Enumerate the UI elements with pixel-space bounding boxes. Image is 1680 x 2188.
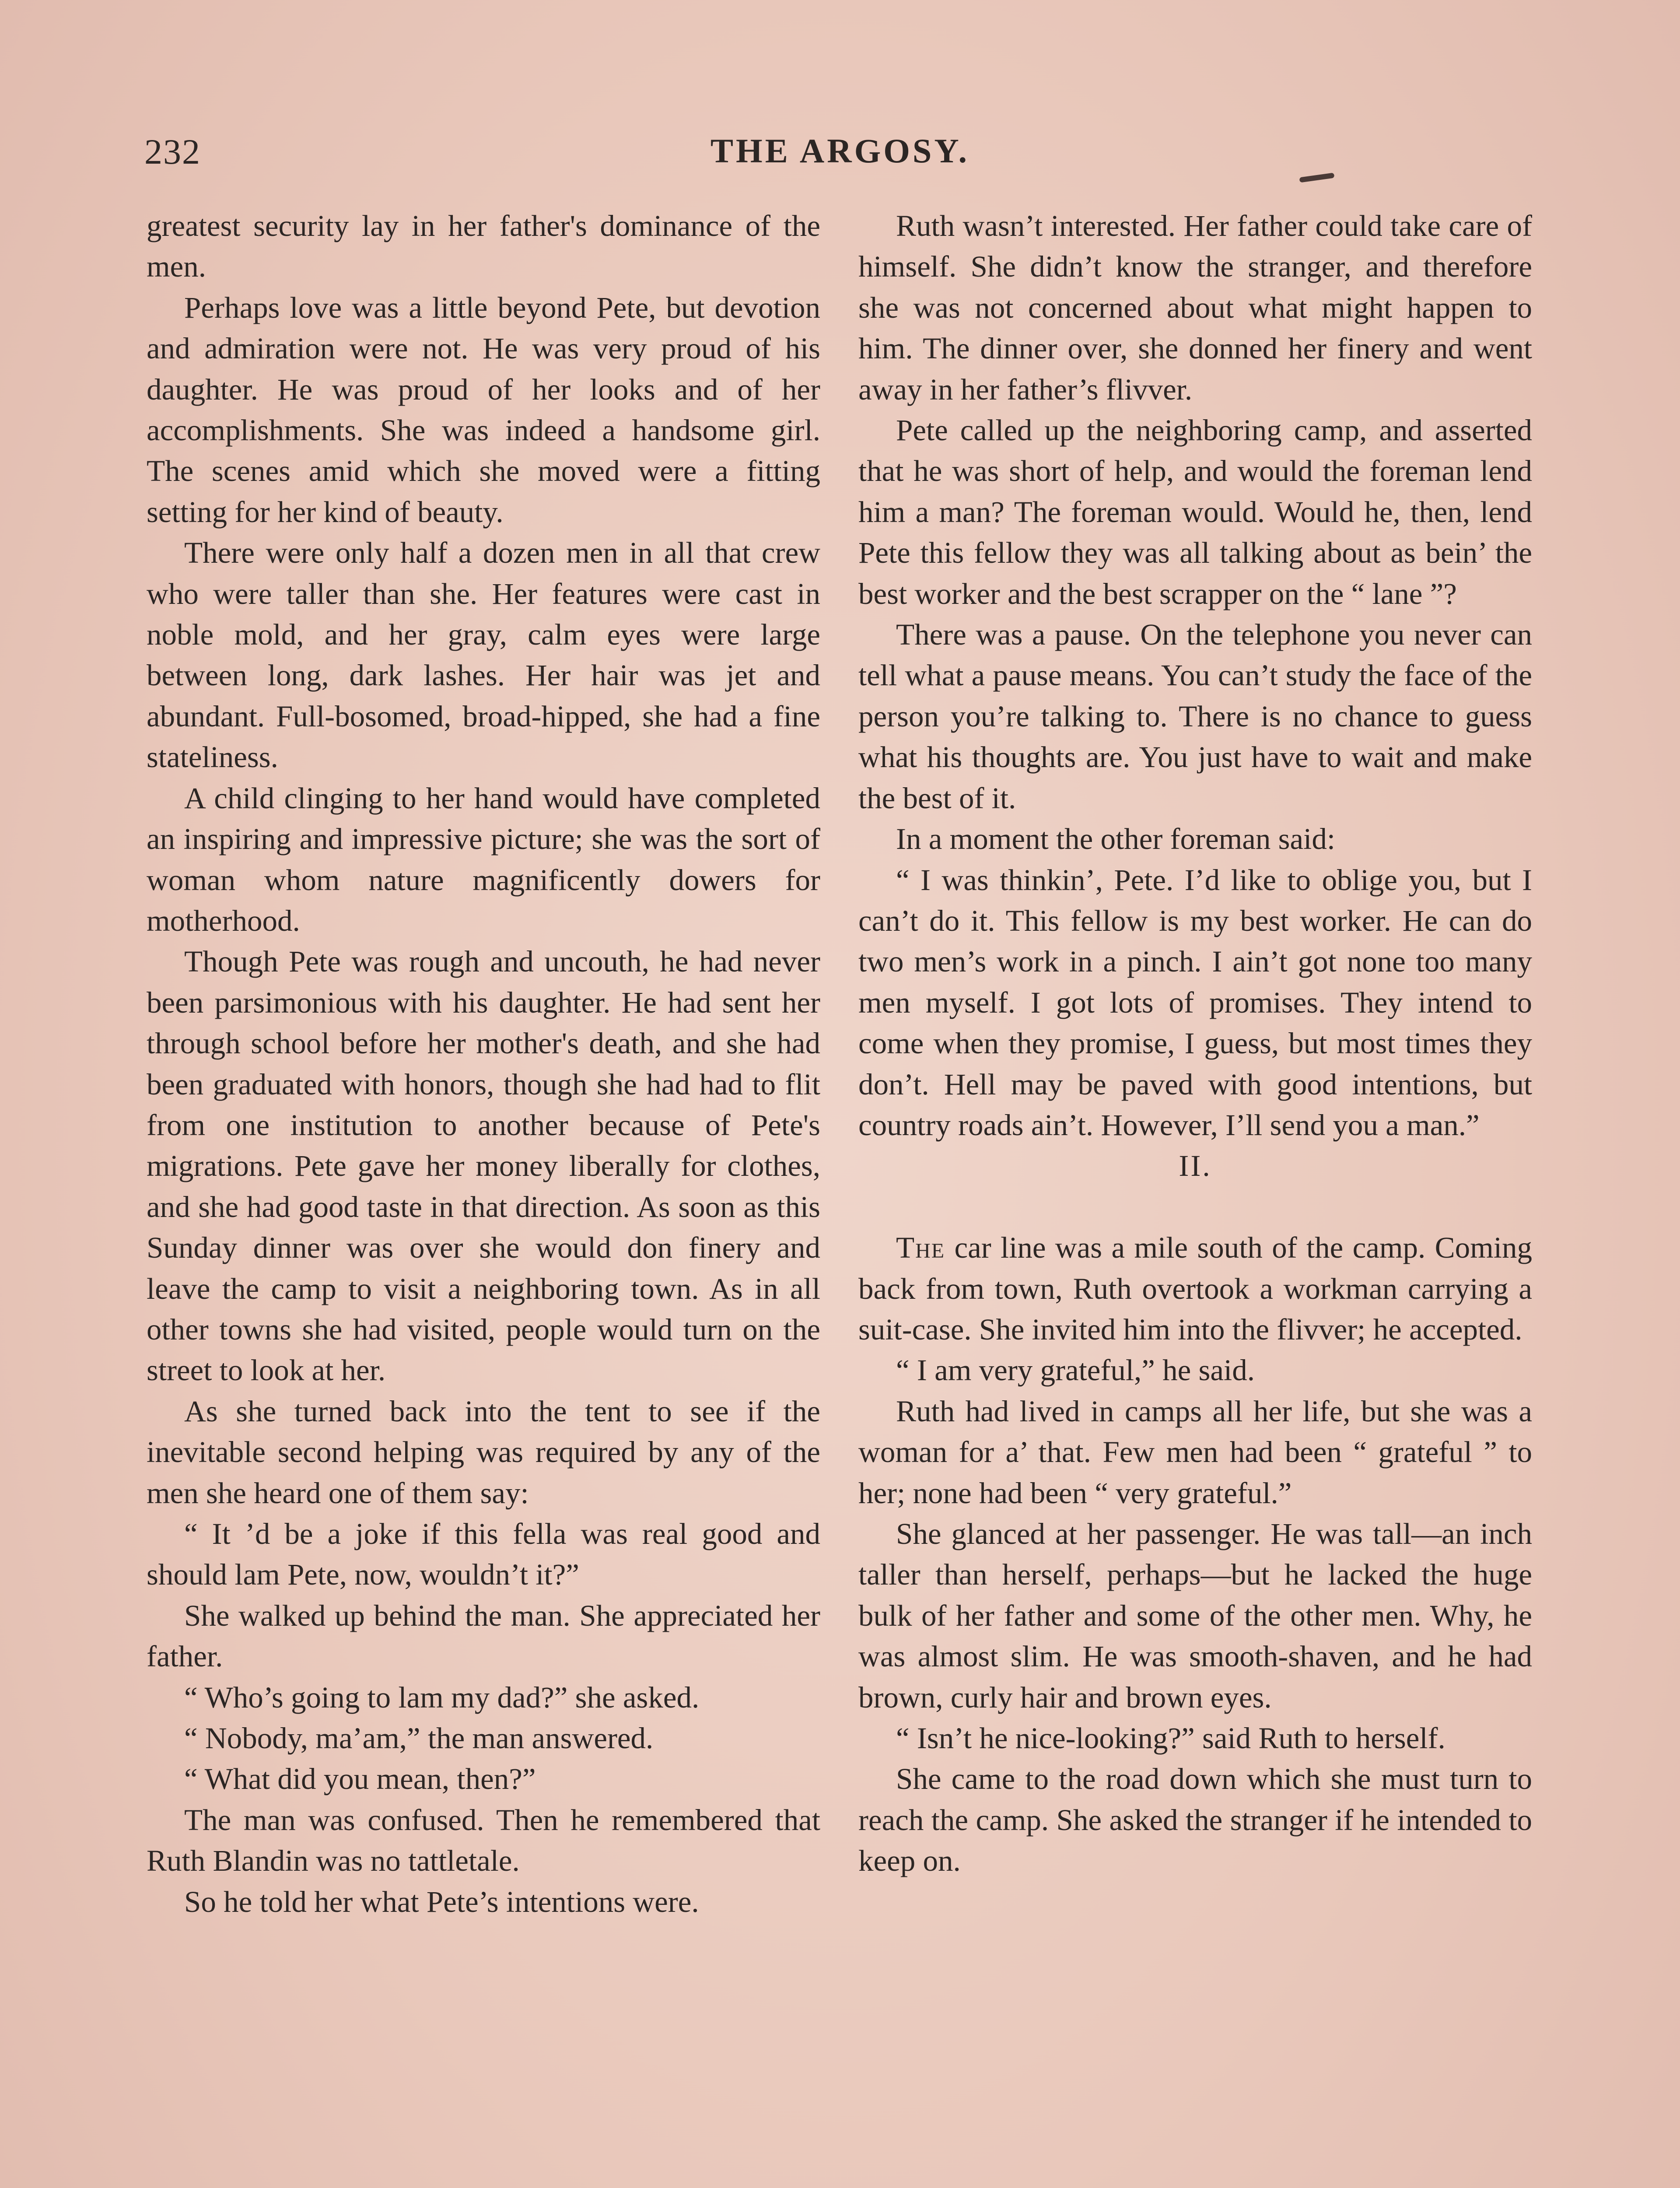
paragraph: She glanced at her passenger. He was tall—an inch taller than herself, perhaps—but he lacked the huge bulk of her father and some of the other men. Why, he was almost slim. He was smooth-shaven, and he had brown, curly hair and brown eyes. bbox=[858, 1517, 1532, 1714]
section-heading: II. bbox=[1179, 1149, 1212, 1183]
page-number: 232 bbox=[144, 132, 201, 172]
paragraph: So he told her what Pete’s intentions were. bbox=[184, 1885, 699, 1918]
paragraph: “ Nobody, ma’am,” the man answered. bbox=[184, 1722, 654, 1755]
running-title: THE ARGOSY. bbox=[710, 132, 970, 170]
paragraph: There was a pause. On the telephone you never can tell what a pause means. You can’t study the face of the person you’re talking to. There is no chance to guess what his thoughts are. You just have to wait and make the best of it. bbox=[858, 618, 1532, 815]
paragraph: As she turned back into the tent to see if the inevitable second helping was required by any of the men she heard one of them say: bbox=[147, 1394, 820, 1510]
section-first-paragraph-text: car line was a mile south of the camp. Coming back from town, Ruth overtook a workman carrying a suit-case. She invited him into the flivver; he accepted. bbox=[858, 1231, 1532, 1346]
paragraph: greatest security lay in her father's dominance of the men. bbox=[147, 209, 820, 284]
paragraph: Pete called up the neighboring camp, and asserted that he was short of help, and would the foreman lend him a man? The foreman would. Would he, then, lend Pete this fellow they was all talking about as bein’ the best worker and the best scrapper on the “ lane ”? bbox=[858, 414, 1532, 610]
section-first-word: The bbox=[896, 1231, 945, 1265]
paragraph: She came to the road down which she must turn to reach the camp. She asked the stranger if he intended to keep on. bbox=[858, 1762, 1532, 1878]
right-column bbox=[858, 206, 1532, 1882]
paragraph: Though Pete was rough and uncouth, he had never been parsimonious with his daughter. He had sent her through school before her mother's death, and she had been graduated with honors, though she had had to flit from one institution to another because of Pete's migrations. Pete gave her money liberally for clothes, and she had good taste in that direction. As soon as this Sunday dinner was over she would don finery and leave the camp to visit a neighboring town. As in all other towns she had visited, people would turn on the street to look at her. bbox=[147, 945, 820, 1387]
paragraph: “ Who’s going to lam my dad?” she asked. bbox=[184, 1680, 700, 1714]
paragraph: There were only half a dozen men in all that crew who were taller than she. Her features were cast in noble mold, and her gray, calm eyes were large between long, dark lashes. Her hair was jet and abundant. Full-bosomed, broad-hipped, she had a fine stateliness. bbox=[147, 536, 820, 774]
paragraph: Ruth had lived in camps all her life, but she was a woman for a’ that. Few men had been “ grateful ” to her; none had been “ very grateful.” bbox=[858, 1394, 1532, 1510]
paragraph: Ruth wasn’t interested. Her father could take care of himself. She didn’t know the stranger, and therefore she was not concerned about what might happen to him. The dinner over, she donned her finery and went away in her father’s flivver. bbox=[858, 209, 1532, 406]
paragraph: “ I was thinkin’, Pete. I’d like to oblige you, but I can’t do it. This fellow is my best worker. He can do two men’s work in a pinch. I ain’t got none too many men myself. I got lots of promises. They intend to come when they promise, I guess, but most times they don’t. Hell may be paved with good intentions, but country roads ain’t. However, I’ll send you a man.” bbox=[858, 863, 1532, 1142]
paragraph: “ It ’d be a joke if this fella was real good and should lam Pete, now, wouldn’t it?” bbox=[147, 1517, 820, 1592]
paragraph: “ Isn’t he nice-looking?” said Ruth to herself. bbox=[896, 1722, 1446, 1755]
paragraph: “ I am very grateful,” he said. bbox=[896, 1353, 1255, 1387]
paragraph: The man was confused. Then he remembered that Ruth Blandin was no tattletale. bbox=[147, 1803, 820, 1878]
paragraph: Perhaps love was a little beyond Pete, but devotion and admiration were not. He was very proud of his daughter. He was proud of her looks and of her accomplishments. She was indeed a handsome girl. The scenes amid which she moved were a fitting setting for her kind of beauty. bbox=[147, 291, 820, 529]
section-first-paragraph bbox=[858, 1227, 1532, 1350]
left-column bbox=[147, 206, 820, 1922]
ink-mark bbox=[1299, 172, 1335, 182]
paragraph: She walked up behind the man. She appreciated her father. bbox=[147, 1599, 820, 1673]
paragraph: A child clinging to her hand would have completed an inspiring and impressive picture; she was the sort of woman whom nature magnificently dowers for motherhood. bbox=[147, 781, 820, 937]
paragraph: In a moment the other foreman said: bbox=[896, 822, 1336, 856]
paragraph: “ What did you mean, then?” bbox=[184, 1762, 536, 1796]
